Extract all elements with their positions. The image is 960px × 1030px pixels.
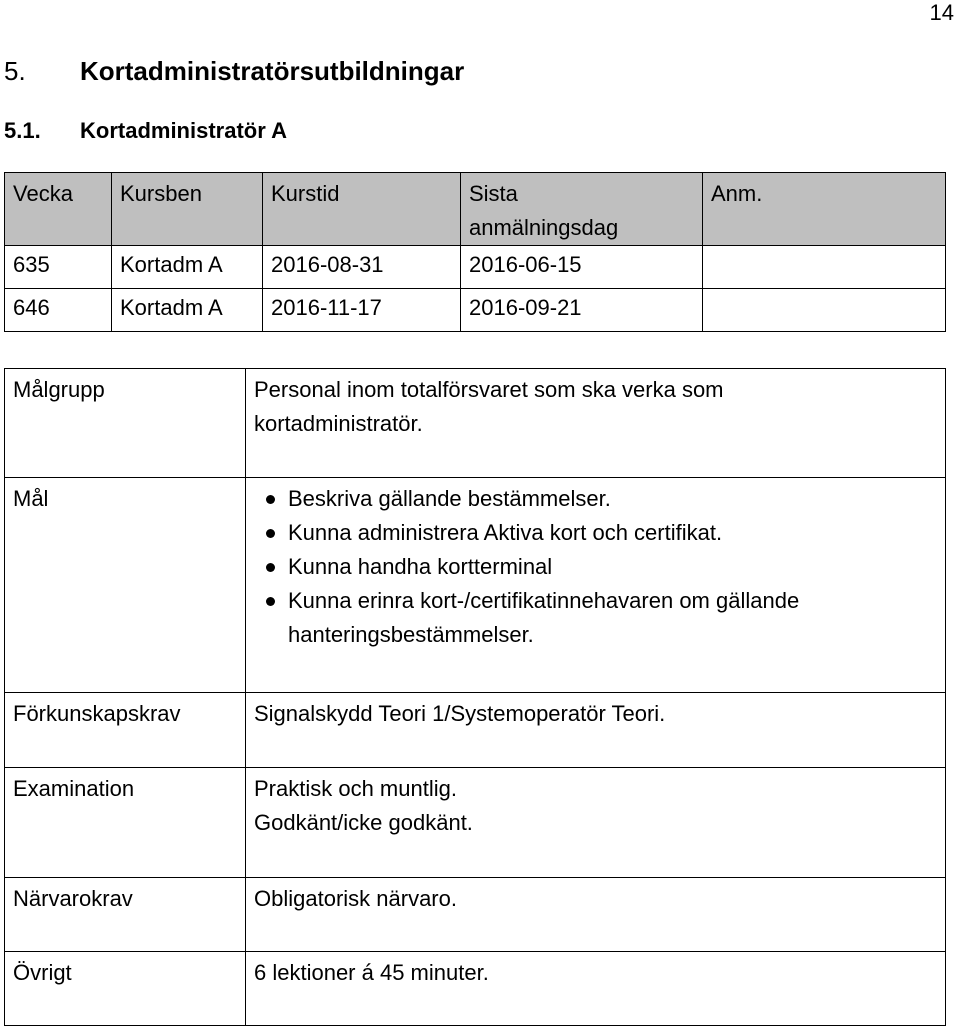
list-item: Kunna administrera Aktiva kort och certifikat. (288, 516, 937, 550)
narvarokrav-label: Närvarokrav (5, 878, 246, 952)
subsection-heading (4, 118, 287, 144)
section-heading (4, 56, 464, 87)
info-row-narvarokrav (5, 878, 946, 952)
examination-line-1: Praktisk och muntlig. (254, 776, 457, 801)
subsection-title: Kortadministratör A (80, 118, 287, 143)
header-kursben: Kursben (112, 173, 263, 246)
course-table (4, 172, 946, 332)
examination-value (246, 768, 946, 878)
cell-anm (703, 246, 946, 289)
header-kurstid: Kurstid (263, 173, 461, 246)
forkunskapskrav-label: Förkunskapskrav (5, 693, 246, 768)
cell-kursben: Kortadm A (112, 246, 263, 289)
examination-label: Examination (5, 768, 246, 878)
info-row-malgrupp (5, 369, 946, 478)
ovrigt-value: 6 lektioner á 45 minuter. (246, 952, 946, 1026)
malgrupp-label: Målgrupp (5, 369, 246, 478)
info-row-examination (5, 768, 946, 878)
section-number: 5. (4, 56, 26, 86)
mal-list (254, 482, 937, 652)
malgrupp-line-2: kortadministratör. (254, 411, 423, 436)
list-item-line-1: Kunna erinra kort-/certifikatinnehavaren om gällande (288, 588, 800, 613)
ovrigt-label: Övrigt (5, 952, 246, 1026)
header-anmalningsdag: anmälningsdag (469, 215, 619, 240)
malgrupp-line-1: Personal inom totalförsvaret som ska verka som (254, 377, 724, 402)
cell-anm (703, 289, 946, 332)
mal-value (246, 478, 946, 693)
section-title: Kortadministratörsutbildningar (80, 56, 465, 86)
info-row-forkunskapskrav (5, 693, 946, 768)
course-table-header-row (5, 173, 946, 246)
list-item: Kunna handha kortterminal (288, 550, 937, 584)
examination-line-2: Godkänt/icke godkänt. (254, 810, 473, 835)
mal-label: Mål (5, 478, 246, 693)
cell-kursben: Kortadm A (112, 289, 263, 332)
malgrupp-value (246, 369, 946, 478)
table-row (5, 289, 946, 332)
table-row (5, 246, 946, 289)
page-number: 14 (929, 0, 954, 25)
list-item-line-2: hanteringsbestämmelser. (288, 622, 534, 647)
forkunskapskrav-value: Signalskydd Teori 1/Systemoperatör Teori. (246, 693, 946, 768)
list-item: Beskriva gällande bestämmelser. (288, 482, 937, 516)
header-sista: Sista (469, 181, 518, 206)
cell-sista-anmalningsdag: 2016-06-15 (461, 246, 703, 289)
info-row-mal (5, 478, 946, 693)
cell-vecka: 635 (5, 246, 112, 289)
cell-kurstid: 2016-11-17 (263, 289, 461, 332)
header-anm: Anm. (703, 173, 946, 246)
info-table (4, 368, 946, 1026)
cell-vecka: 646 (5, 289, 112, 332)
list-item (288, 584, 937, 652)
cell-sista-anmalningsdag: 2016-09-21 (461, 289, 703, 332)
cell-kurstid: 2016-08-31 (263, 246, 461, 289)
header-sista-anmalningsdag (461, 173, 703, 246)
subsection-number: 5.1. (4, 118, 41, 143)
info-row-ovrigt (5, 952, 946, 1026)
narvarokrav-value: Obligatorisk närvaro. (246, 878, 946, 952)
header-vecka: Vecka (5, 173, 112, 246)
